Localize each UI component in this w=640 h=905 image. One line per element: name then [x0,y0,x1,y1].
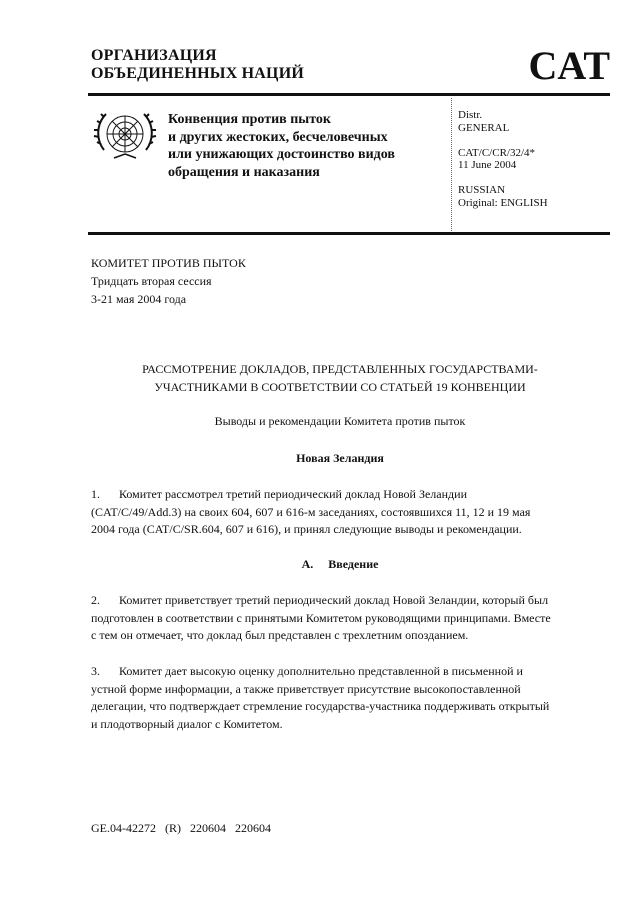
paragraph-line: делегации, что подтверждает стремление государства-участника поддерживать открытый [91,699,550,713]
convention-line-4: обращения и наказания [168,164,320,180]
paragraph-3 [91,663,601,733]
org-line-1: ОРГАНИЗАЦИЯ [91,47,217,64]
paragraph-line: Комитет приветствует третий периодический доклад Новой Зеландии, который был [119,593,549,607]
committee-name: КОМИТЕТ ПРОТИВ ПЫТОК [91,256,246,270]
document-code: CAT [528,43,610,88]
paragraph-line: (CAT/C/49/Add.3) на своих 604, 607 и 616-м заседаниях, состоявшихся 11, 12 и 19 мая [91,504,531,519]
header-rule-bottom [88,232,610,235]
section-letter: A. [301,557,314,571]
header-rule-top [88,93,610,96]
convention-line-3: или унижающих достоинство видов [168,147,395,162]
paragraph-number: 2. [91,593,100,607]
paragraph-line: и плодотворный диалог с Комитетом. [91,716,283,731]
section-title: Введение [328,557,379,571]
document-symbol: CAT/C/CR/32/4* [458,146,536,159]
committee-dates: 3-21 мая 2004 года [91,292,187,306]
country-title: Новая Зеландия [296,451,384,465]
paragraph-line: Комитет дает высокую оценку дополнительно представленной в письменной и [119,664,523,678]
un-emblem-icon [92,106,158,166]
distribution: GENERAL [458,121,510,134]
paragraph-line: Комитет рассмотрел третий периодический доклад Новой Зеландии [119,487,467,501]
document-language: RUSSIAN [458,184,506,196]
section-heading-a [60,557,620,572]
convention-line-1: Конвенция против пыток [168,112,331,127]
document-footer: GE.04-42272 (R) 220604 220604 [91,821,271,835]
convention-title [168,111,395,181]
paragraph-line: с тем он отмечает, что доклад был представлен с трехлетним опозданием. [91,628,469,642]
paragraph-1 [91,486,601,539]
main-heading-line-1: РАССМОТРЕНИЕ ДОКЛАДОВ, ПРЕДСТАВЛЕННЫХ ГОСУДАРСТВАМИ- [142,362,538,376]
paragraph-2 [91,592,601,645]
paragraph-number: 3. [91,664,100,678]
document-date: 11 June 2004 [458,159,517,171]
organization-name [91,47,304,83]
paragraph-line: подготовлен в соответствии с принятыми Комитетом руководящими принципами. Вместе [91,610,551,625]
subheading: Выводы и рекомендации Комитета против пыток [214,414,466,428]
paragraph-line: 2004 года (CAT/C/SR.604, 607 и 616), и принял следующие выводы и рекомендации. [91,522,522,536]
main-heading-line-2: УЧАСТНИКАМИ В СООТВЕТСТВИИ СО СТАТЬЕЙ 19 КОНВЕНЦИИ [154,380,526,394]
main-heading [60,360,620,396]
document-metadata [458,109,548,209]
header-divider [451,98,452,233]
paragraph-number: 1. [91,487,100,501]
org-line-2: ОБЪЕДИНЕННЫХ НАЦИЙ [91,65,304,82]
convention-line-2: и других жестоких, бесчеловечных [168,129,388,145]
paragraph-line: устной форме информации, а также приветствует присутствие высокопоставленной [91,681,521,696]
committee-session: Тридцать вторая сессия [91,274,212,288]
committee-info [91,254,246,308]
distr-label: Distr. [458,109,483,121]
original-language: Original: ENGLISH [458,196,548,209]
